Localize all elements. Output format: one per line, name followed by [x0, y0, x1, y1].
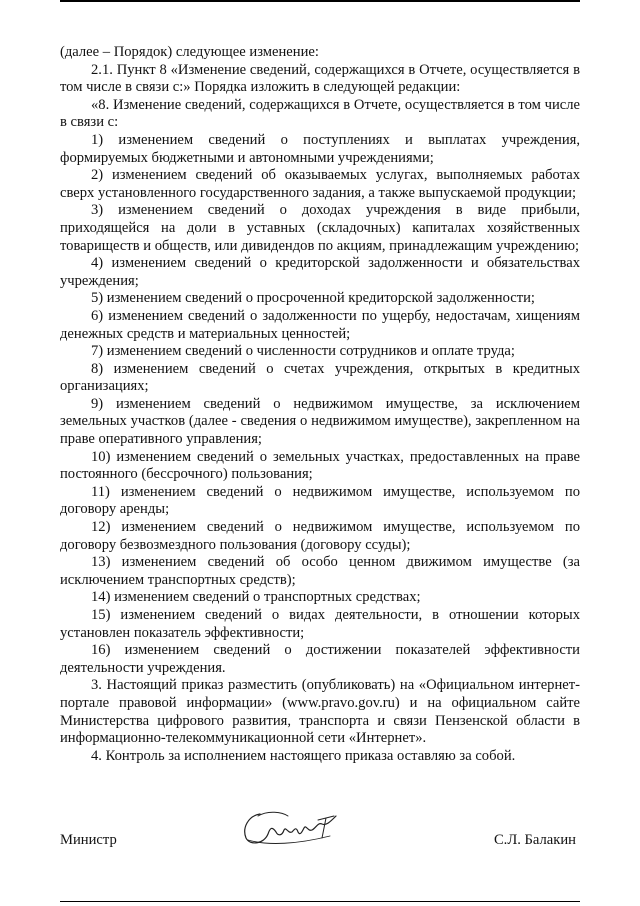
- list-item-4: 4) изменением сведений о кредиторской задолженности и обязательствах учреждения;: [60, 255, 580, 289]
- list-item-15: 15) изменением сведений о видах деятельности, в отношении которых установлен показатель эффективности;: [60, 607, 580, 641]
- document-body: [60, 44, 580, 765]
- list-item-1: 1) изменением сведений о поступлениях и выплатах учреждения, формируемых бюджетными и автономными учреждениями;: [60, 131, 580, 166]
- list-item-3: 3) изменением сведений о доходах учреждения в виде прибыли, приходящейся на доли в уставных (складочных) капиталах хозяйственных товариществ и обществ, или дивидендов по акциям, принадлежащим учреждению;: [60, 202, 580, 254]
- list-item-6: 6) изменением сведений о задолженности по ущербу, недостачам, хищениям денежных средств и материальных ценностей;: [60, 307, 580, 342]
- list-item-7: 7) изменением сведений о численности сотрудников и оплате труда;: [91, 343, 515, 360]
- paragraph-clause-3: 3. Настоящий приказ разместить (опубликовать) на «Официальном интернет-портале правовой информации» (www.pravo.gov.ru) и на официальном сайте Министерства цифрового развития, транспорта и связи Пензенской области в информационно-телекоммуникационной сети «Интернет».: [60, 677, 580, 747]
- list-item-11: 11) изменением сведений о недвижимом имуществе, используемом по договору аренды;: [60, 483, 580, 518]
- list-item-14: 14) изменением сведений о транспортных средствах;: [91, 589, 421, 606]
- signature-row: [60, 832, 580, 852]
- paragraph-intro: (далее – Порядок) следующее изменение:: [60, 44, 319, 60]
- bottom-rule: [60, 901, 580, 902]
- list-item-2: 2) изменением сведений об оказываемых услугах, выполняемых работах сверх установленного государственного задания, а также выпускаемой продукции;: [60, 167, 580, 201]
- paragraph-clause-2-1: 2.1. Пункт 8 «Изменение сведений, содержащихся в Отчете, осуществляется в том числе в связи с:» Порядка изложить в следующей редакции:: [60, 61, 580, 96]
- paragraph-item-8: «8. Изменение сведений, содержащихся в Отчете, осуществляется в том числе в связи с:: [60, 96, 580, 131]
- paragraph-clause-4: 4. Контроль за исполнением настоящего приказа оставляю за собой.: [91, 747, 516, 764]
- list-item-5: 5) изменением сведений о просроченной кредиторской задолженности;: [91, 290, 535, 307]
- top-rule: [60, 0, 580, 2]
- list-item-16: 16) изменением сведений о достижении показателей эффективности деятельности учреждения.: [60, 642, 580, 676]
- list-item-10: 10) изменением сведений о земельных участках, предоставленных на праве постоянного (бессрочного) пользования;: [60, 448, 580, 483]
- signatory-position: Министр: [60, 832, 117, 848]
- list-item-9: 9) изменением сведений о недвижимом имуществе, за исключением земельных участков (далее - сведения о недвижимом имуществе), закрепленном на праве оперативного управления;: [60, 395, 580, 448]
- list-item-13: 13) изменением сведений об особо ценном движимом имуществе (за исключением транспортных средств);: [60, 554, 580, 588]
- list-item-8: 8) изменением сведений о счетах учреждения, открытых в кредитных организациях;: [60, 360, 580, 395]
- signatory-name: С.Л. Балакин: [493, 832, 576, 848]
- list-item-12: 12) изменением сведений о недвижимом имуществе, используемом по договору безвозмездного пользования (договору ссуды);: [60, 519, 580, 553]
